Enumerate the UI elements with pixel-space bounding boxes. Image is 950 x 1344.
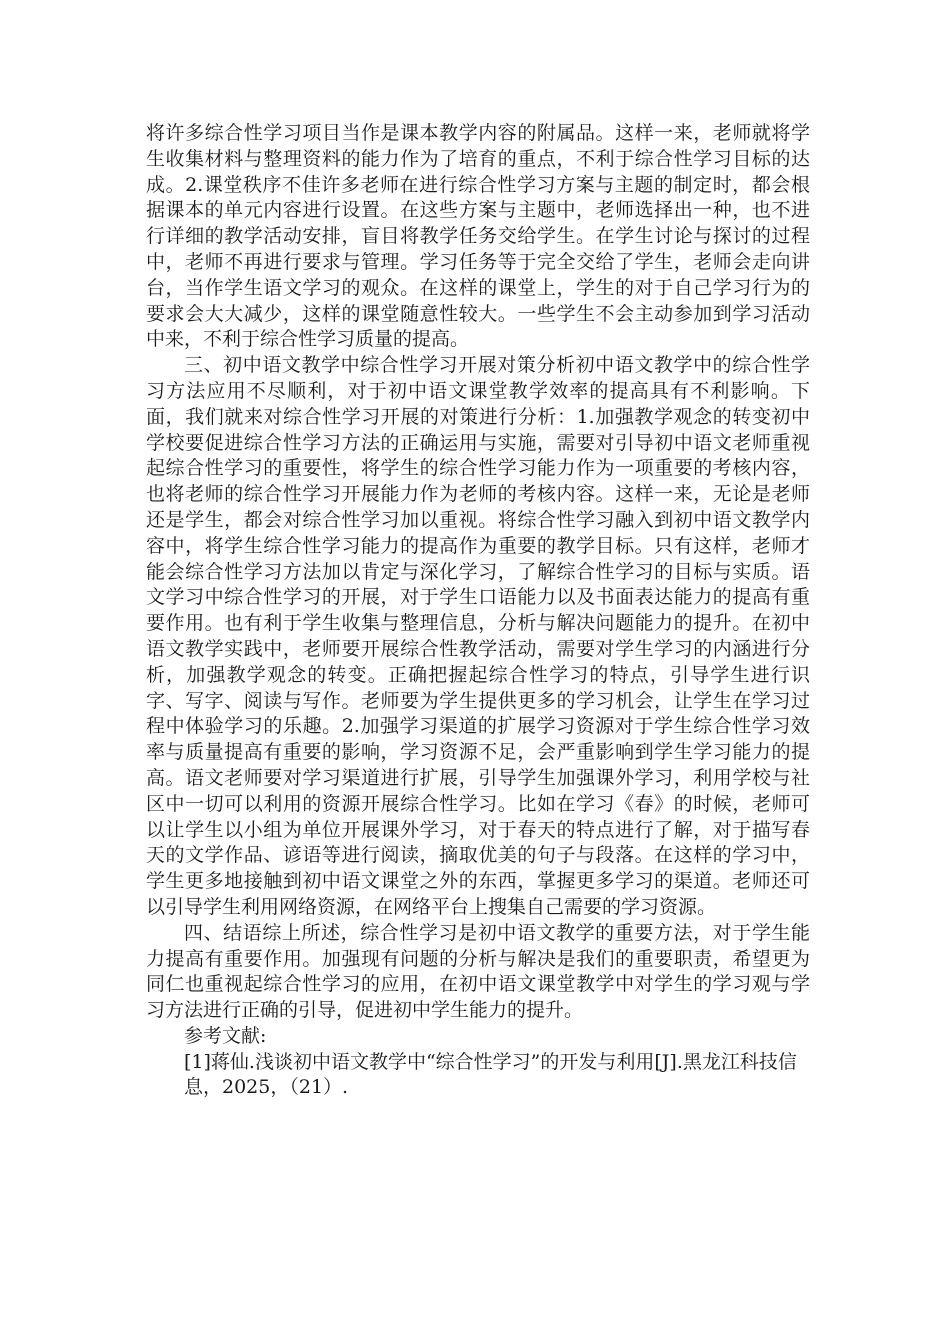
references-heading: 参考文献: — [184, 1024, 267, 1047]
body-paragraph-1: 将许多综合性学习项目当作是课本教学内容的附属品。这样一来，老师就将学生收集材料与整理资料的能力作为了培育的重点，不利于综合性学习目标的达成。2.课堂秩序不佳许多老师在进行综合性学习方案与主题的制定时，都会根据课本的单元内容进行设置。在这些方案与主题中，老师选择出一种，也不进行详细的教学活动安排，盲目将教学任务交给学生。在学生讨论与探讨的过程中，老师不再进行要求与管理。学习任务等于完全交给了学生，老师会走向讲台，当作学生语文学习的观众。在这样的课堂上，学生的对于自己学习行为的要求会大大减少，这样的课堂随意性较大。一些学生不会主动参加到学习活动中来，不利于综合性学习质量的提高。 — [146, 122, 810, 351]
body-paragraph-2: 三、初中语文教学中综合性学习开展对策分析初中语文教学中的综合性学习方法应用不尽顺利，对于初中语文课堂教学效率的提高具有不利影响。下面，我们就来对综合性学习开展的对策进行分析：1.加强教学观念的转变初中学校要促进综合性学习方法的正确运用与实施，需要对引导初中语文老师重视起综合性学习的重要性，将学生的综合性学习能力作为一项重要的考核内容，也将老师的综合性学习开展能力作为老师的考核内容。这样一来，无论是老师还是学生，都会对综合性学习加以重视。将综合性学习融入到初中语文教学内容中，将学生综合性学习能力的提高作为重要的教学目标。只有这样，老师才能会综合性学习方法加以肯定与深化学习，了解综合性学习的目标与实质。语文学习中综合性学习的开展，对于学生口语能力以及书面表达能力的提高有重要作用。也有利于学生收集与整理信息，分析与解决问题能力的提升。在初中语文教学实践中，老师要开展综合性教学活动，需要对学生学习的内涵进行分析，加强教学观念的转变。正确把握起综合性学习的特点，引导学生进行识字、写字、阅读与写作。老师要为学生提供更多的学习机会，让学生在学习过程中体验学习的乐趣。2.加强学习渠道的扩展学习资源对于学生综合性学习效率与质量提高有重要的影响，学习资源不足，会严重影响到学生学习能力的提高。语文老师要对学习渠道进行扩展，引导学生加强课外学习，利用学校与社区中一切可以利用的资源开展综合性学习。比如在学习《春》的时候，老师可以让学生以小组为单位开展课外学习，对于春天的特点进行了解，对于描写春天的文学作品、谚语等进行阅读，摘取优美的句子与段落。在这样的学习中，学生更多地接触到初中语文课堂之外的东西，掌握更多学习的渠道。老师还可以引导学生利用网络资源，在网络平台上搜集自己需要的学习资源。 — [146, 354, 810, 918]
document-page — [146, 121, 810, 1101]
reference-item: [1]蒋仙.浅谈初中语文教学中“综合性学习”的开发与利用[J].黑龙江科技信息，2025，（21）. — [184, 1050, 797, 1099]
body-paragraph-3: 四、结语综上所述，综合性学习是初中语文教学的重要方法，对于学生能力提高有重要作用。加强现有问题的分析与解决是我们的重要职责，希望更为同仁也重视起综合性学习的应用，在初中语文课堂教学中对学生的学习观与学习方法进行正确的引导，促进初中学生能力的提升。 — [146, 921, 810, 1022]
